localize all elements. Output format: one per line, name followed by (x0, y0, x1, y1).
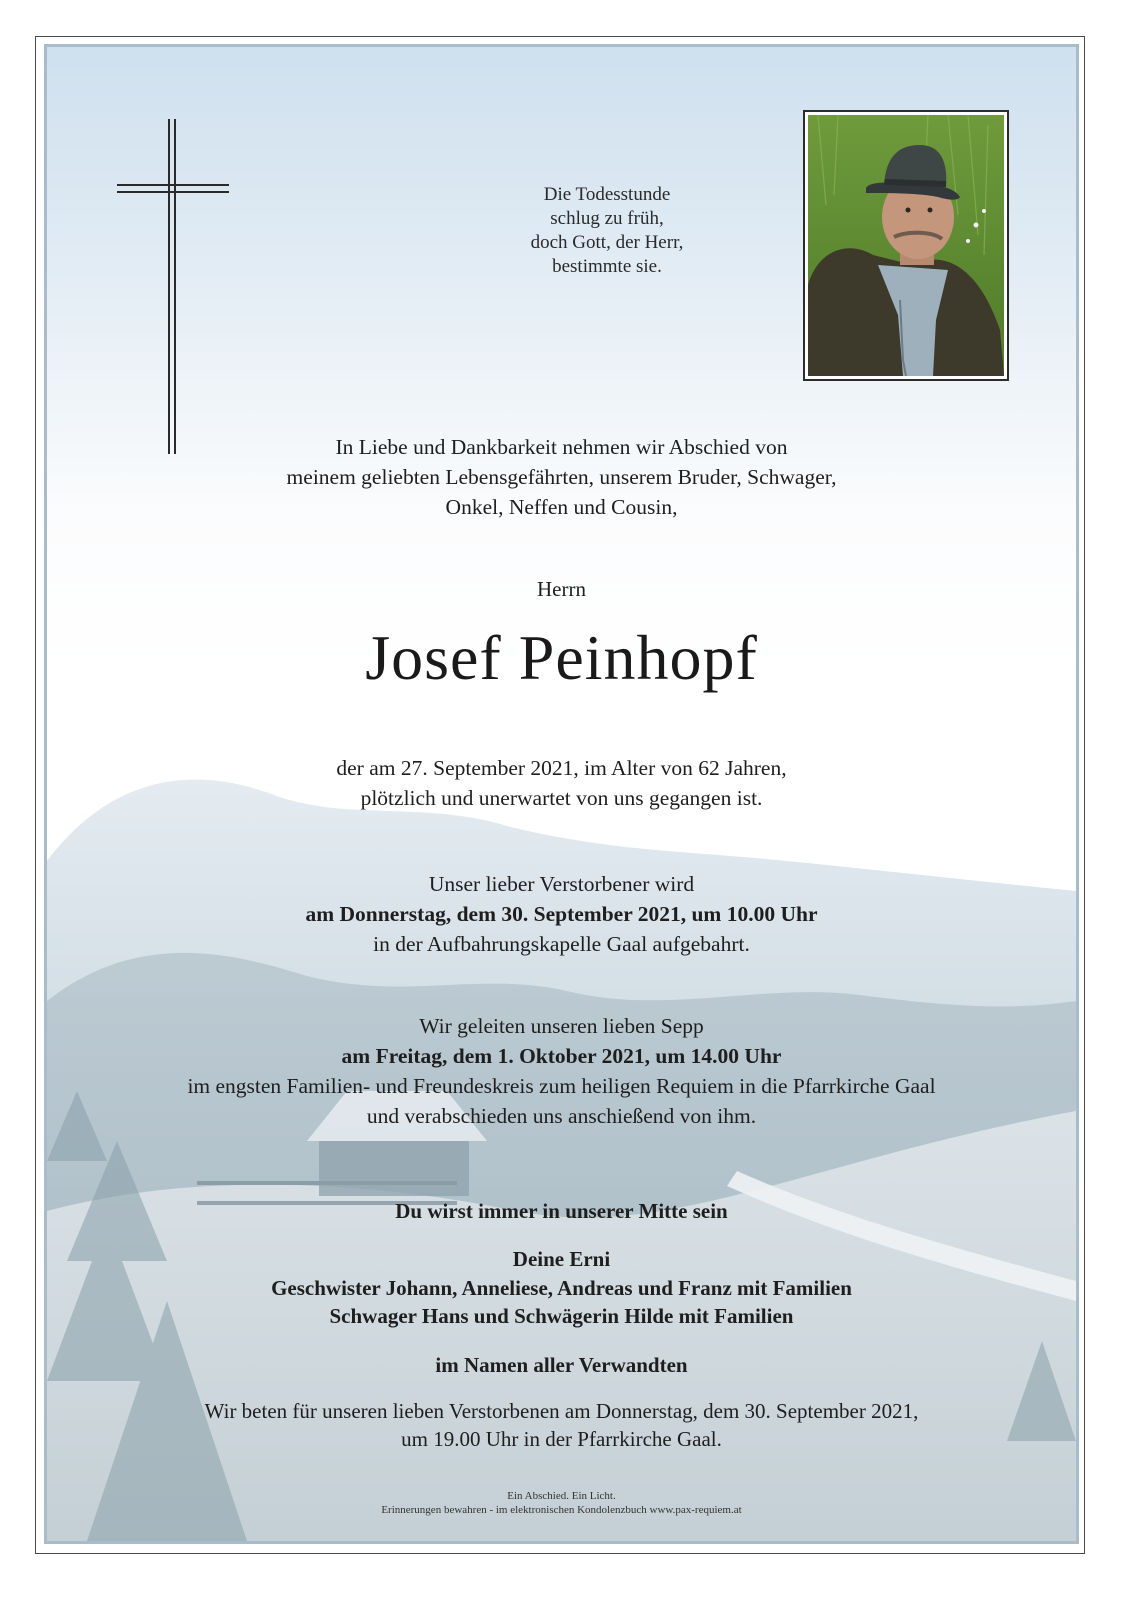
funeral-line: Wir geleiten unseren lieben Sepp (419, 1014, 704, 1038)
footer-condolence-link[interactable]: Erinnerungen bewahren - im elektronischen Kondolenzbuch www.pax-requiem.at (381, 1504, 742, 1516)
prayer-line: um 19.00 Uhr in der Pfarrkirche Gaal. (401, 1427, 722, 1451)
mourner-line: Geschwister Johann, Anneliese, Andreas und Franz mit Familien (271, 1275, 852, 1300)
intro-line: meinem geliebten Lebensgefährten, unserem Bruder, Schwager, (286, 465, 837, 489)
deceased-name: Josef Peinhopf (365, 622, 758, 693)
intro-line: In Liebe und Dankbarkeit nehmen wir Abschied von (335, 435, 788, 459)
honorific: Herrn (537, 577, 586, 601)
cross-icon (117, 119, 237, 459)
funeral-location: im engsten Familien- und Freundeskreis zum heiligen Requiem in die Pfarrkirche Gaal (187, 1074, 936, 1098)
funeral-notice (47, 1011, 1076, 1131)
farewell-intro (47, 432, 1076, 522)
mourner-line: Schwager Hans und Schwägerin Hilde mit Familien (329, 1304, 794, 1328)
portrait-image (808, 115, 1004, 376)
verse-line: schlug zu früh, (550, 208, 664, 229)
memorial-verse (442, 183, 772, 279)
death-notice (47, 753, 1076, 813)
death-line: der am 27. September 2021, im Alter von 62 Jahren, (336, 756, 787, 780)
viewing-location: in der Aufbahrungskapelle Gaal aufgebahrt. (373, 932, 750, 956)
viewing-notice (47, 869, 1076, 959)
prayer-notice (47, 1397, 1076, 1453)
viewing-date: am Donnerstag, dem 30. September 2021, um 10.00 Uhr (305, 902, 818, 926)
motto: Du wirst immer in unserer Mitte sein (395, 1199, 728, 1223)
viewing-line: Unser lieber Verstorbener wird (428, 872, 695, 896)
funeral-line: und verabschieden uns anschießend von ihm. (366, 1104, 757, 1128)
verse-line: doch Gott, der Herr, (530, 232, 684, 253)
funeral-date: am Freitag, dem 1. Oktober 2021, um 14.00 Uhr (341, 1044, 782, 1068)
intro-line: Onkel, Neffen und Cousin, (445, 495, 678, 519)
mourner-line: Deine Erni (512, 1247, 611, 1271)
mourners-list (47, 1245, 1076, 1331)
prayer-line: Wir beten für unseren lieben Verstorbenen am Donnerstag, dem 30. September 2021, (204, 1399, 919, 1423)
verse-line: Die Todesstunde (543, 184, 671, 205)
obituary-card (44, 44, 1079, 1544)
footer-slogan: Ein Abschied. Ein Licht. (507, 1490, 616, 1502)
death-line: plötzlich und unerwartet von uns gegangen ist. (360, 786, 763, 810)
footer (47, 1489, 1076, 1517)
on-behalf-line: im Namen aller Verwandten (435, 1353, 688, 1377)
verse-line: bestimmte sie. (552, 256, 662, 277)
portrait-photo (803, 110, 1009, 381)
